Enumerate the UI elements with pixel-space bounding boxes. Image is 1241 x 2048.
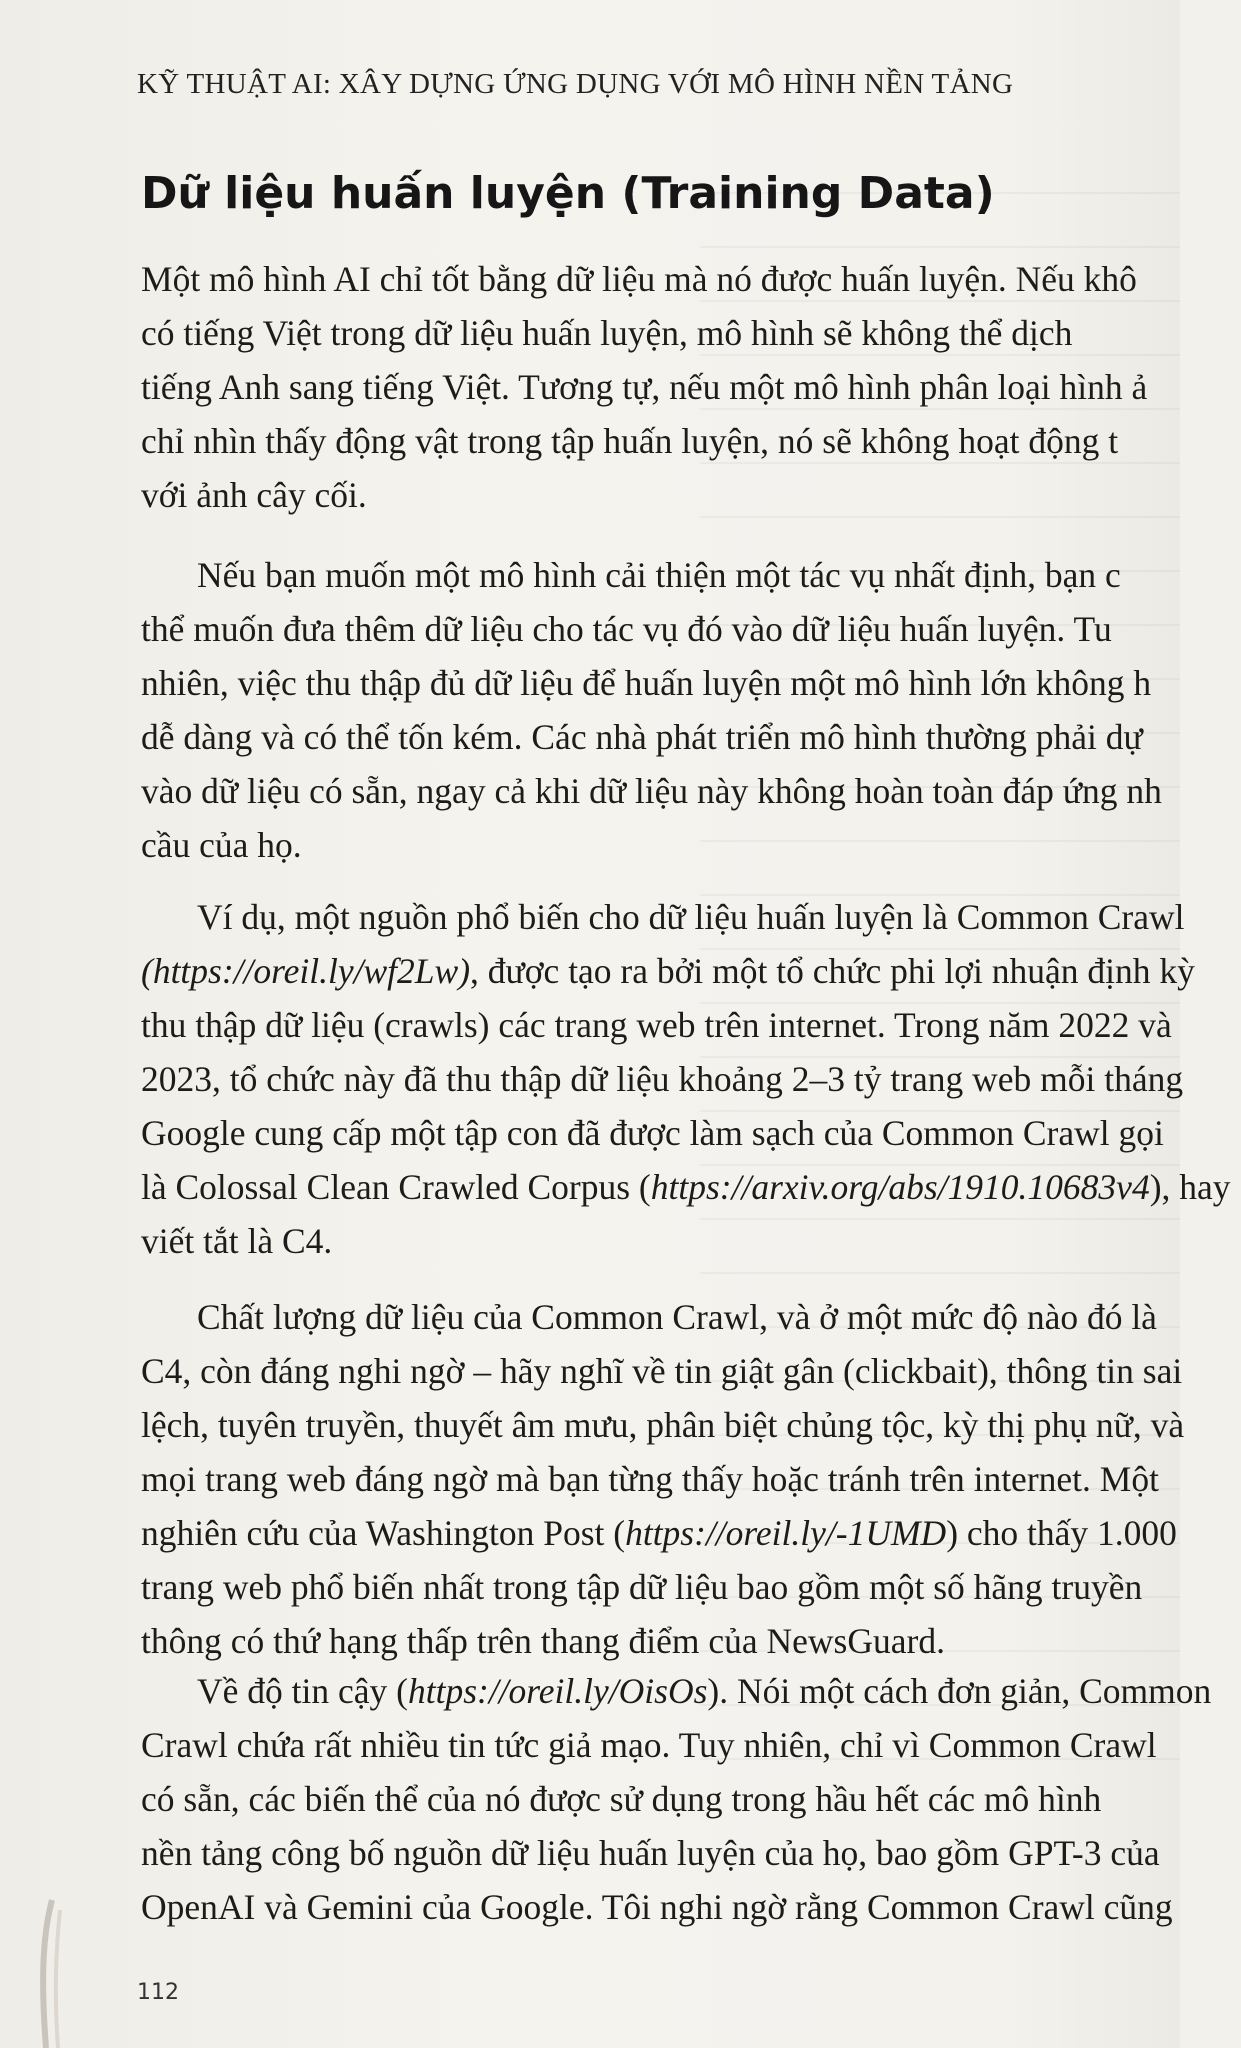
text-line: Một mô hình AI chỉ tốt bằng dữ liệu mà nó được huấn luyện. Nếu khô <box>141 259 1137 299</box>
link-washington-post[interactable]: https://oreil.ly/-1UMD <box>625 1513 947 1553</box>
text-line: lệch, tuyên truyền, thuyết âm mưu, phân biệt chủng tộc, kỳ thị phụ nữ, và <box>141 1405 1185 1445</box>
text-line: viết tắt là C4. <box>141 1221 333 1261</box>
text-line: C4, còn đáng nghi ngờ – hãy nghĩ về tin giật gân (clickbait), thông tin sai <box>141 1351 1183 1391</box>
section-title: Dữ liệu huấn luyện (Training Data) <box>141 168 995 219</box>
link-wf2lw[interactable]: (https://oreil.ly/wf2Lw) <box>141 951 471 991</box>
text-line: có sẵn, các biến thể của nó được sử dụng trong hầu hết các mô hình <box>141 1779 1102 1819</box>
paragraph-5 <box>141 1664 1241 1934</box>
page-number: 112 <box>137 1980 179 2005</box>
text-line: cầu của họ. <box>141 825 302 865</box>
text-line: nhiên, việc thu thập đủ dữ liệu để huấn luyện một mô hình lớn không h <box>141 663 1152 703</box>
text-line: là Colossal Clean Crawled Corpus (https://arxiv.org/abs/1910.10683v4), hay <box>141 1167 1231 1207</box>
text-line: (https://oreil.ly/wf2Lw), được tạo ra bởi một tổ chức phi lợi nhuận định kỳ <box>141 951 1195 991</box>
text-line: chỉ nhìn thấy động vật trong tập huấn luyện, nó sẽ không hoạt động t <box>141 421 1119 461</box>
paragraph-2 <box>141 548 1241 872</box>
paragraph-4 <box>141 1290 1241 1668</box>
running-head: KỸ THUẬT AI: XÂY DỰNG ỨNG DỤNG VỚI MÔ HÌNH NỀN TẢNG <box>137 68 1014 100</box>
text-line: Chất lượng dữ liệu của Common Crawl, và ở một mức độ nào đó là <box>197 1297 1157 1337</box>
text-line: Crawl chứa rất nhiều tin tức giả mạo. Tuy nhiên, chỉ vì Common Crawl <box>141 1725 1157 1765</box>
text-line: Nếu bạn muốn một mô hình cải thiện một tác vụ nhất định, bạn c <box>197 555 1121 595</box>
link-oisos[interactable]: https://oreil.ly/OisOs <box>407 1671 708 1711</box>
text-line: thông có thứ hạng thấp trên thang điểm của NewsGuard. <box>141 1621 945 1661</box>
paragraph-1 <box>141 252 1241 522</box>
text-line: với ảnh cây cối. <box>141 475 367 515</box>
text-line: dễ dàng và có thể tốn kém. Các nhà phát triển mô hình thường phải dự <box>141 717 1143 757</box>
text-line: nghiên cứu của Washington Post (https://oreil.ly/-1UMD) cho thấy 1.000 <box>141 1513 1177 1553</box>
text-line: thể muốn đưa thêm dữ liệu cho tác vụ đó vào dữ liệu huấn luyện. Tu <box>141 609 1112 649</box>
text-line: thu thập dữ liệu (crawls) các trang web trên internet. Trong năm 2022 và <box>141 1005 1172 1045</box>
text-line: vào dữ liệu có sẵn, ngay cả khi dữ liệu này không hoàn toàn đáp ứng nh <box>141 771 1162 811</box>
paragraph-3 <box>141 890 1241 1268</box>
text-line: có tiếng Việt trong dữ liệu huấn luyện, mô hình sẽ không thể dịch <box>141 313 1073 353</box>
text-line: nền tảng công bố nguồn dữ liệu huấn luyện của họ, bao gồm GPT-3 của <box>141 1833 1160 1873</box>
text-line: Google cung cấp một tập con đã được làm sạch của Common Crawl gọi <box>141 1113 1164 1153</box>
text-line: tiếng Anh sang tiếng Việt. Tương tự, nếu một mô hình phân loại hình ả <box>141 367 1148 407</box>
text-line: Về độ tin cậy (https://oreil.ly/OisOs). Nói một cách đơn giản, Common <box>197 1671 1212 1711</box>
text-line: 2023, tổ chức này đã thu thập dữ liệu khoảng 2–3 tỷ trang web mỗi tháng <box>141 1059 1184 1099</box>
link-arxiv-c4[interactable]: https://arxiv.org/abs/1910.10683v4 <box>650 1167 1150 1207</box>
text-line: mọi trang web đáng ngờ mà bạn từng thấy hoặc tránh trên internet. Một <box>141 1459 1159 1499</box>
text-line: OpenAI và Gemini của Google. Tôi nghi ngờ rằng Common Crawl cũng <box>141 1887 1173 1927</box>
text-line: trang web phổ biến nhất trong tập dữ liệu bao gồm một số hãng truyền <box>141 1567 1143 1607</box>
text-line: Ví dụ, một nguồn phổ biến cho dữ liệu huấn luyện là Common Crawl <box>197 897 1185 937</box>
page-edge-shadow-icon <box>30 1900 70 2048</box>
